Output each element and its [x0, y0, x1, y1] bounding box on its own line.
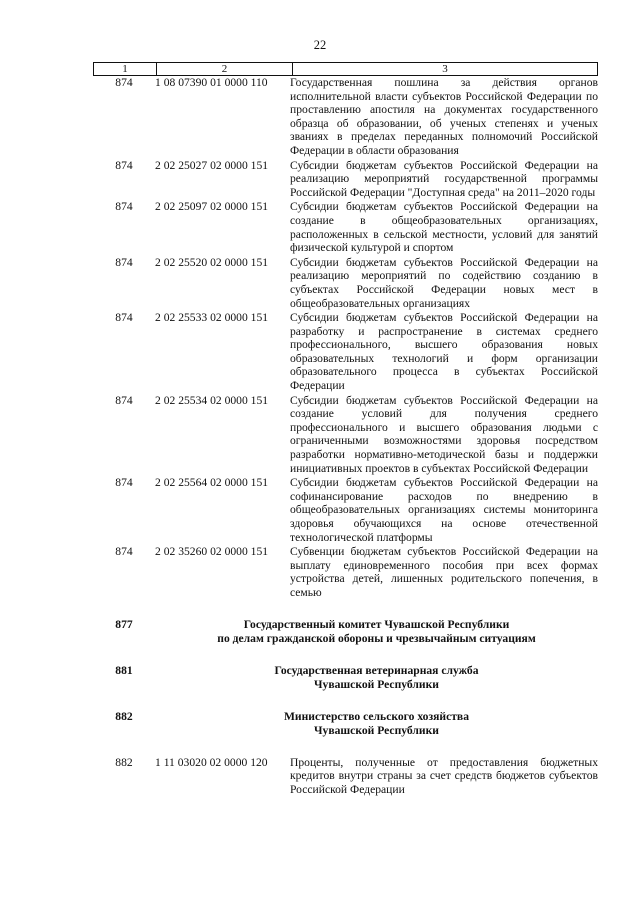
budget-classification-code: 2 02 25533 02 0000 151: [155, 311, 269, 325]
section-title: [155, 618, 598, 646]
header-col-1: 1: [94, 63, 157, 75]
revenue-description: Государственная пошлина за действия органов исполнительной власти субъектов Российской Федерации по проставлению апостиля на документах государственного образца об образовании, об ученых степенях и ученых званиях в пределах переданных полномочий Российской Федерации в области образования: [290, 76, 598, 157]
section-title-line: Государственная ветеринарная служба: [274, 663, 479, 677]
section-title-line: Министерство сельского хозяйства: [283, 709, 469, 723]
budget-classification-code: 1 11 03020 02 0000 120: [155, 755, 268, 769]
revenue-description: Субсидии бюджетам субъектов Российской Федерации на создание условий для получения среднего профессионального и высшего образования людьми с ограниченными возможностями здоровья посредством разработки нормативно-методической базы и поддержки инициативных проектов в субъектах Российской Федерации: [290, 393, 598, 475]
section-title-line: по делам гражданской обороны и чрезвычайным ситуациям: [217, 631, 536, 645]
admin-code: 874: [115, 393, 133, 407]
table-row: [93, 756, 598, 797]
table-body: [93, 76, 598, 797]
revenue-description: Субсидии бюджетам субъектов Российской Федерации на разработку и распространение в системах среднего профессионального, высшего образования новых образовательных технологий и форм организации образовательного процесса в субъектах Российской Федерации: [290, 311, 598, 393]
section-admin-code: 882: [115, 709, 133, 723]
budget-classification-code: 2 02 25027 02 0000 151: [155, 158, 269, 172]
admin-code: 874: [115, 158, 133, 172]
table-row: [93, 76, 598, 158]
admin-code: 874: [115, 76, 133, 89]
table-row: [93, 159, 598, 200]
section-header: [93, 618, 598, 646]
table-row: [93, 200, 598, 254]
admin-code: 874: [115, 311, 133, 325]
admin-code: 874: [115, 255, 133, 269]
header-col-3: 3: [442, 63, 448, 75]
revenue-description: Субвенции бюджетам субъектов Российской Федерации на выплату единовременного пособия при всех формах устройства детей, лишенных родительского попечения, в семью: [290, 545, 598, 599]
section-title-line: Чувашской Республики: [314, 677, 439, 691]
admin-code: 874: [115, 545, 133, 559]
section-title: [155, 664, 598, 692]
section-title-line: Чувашской Республики: [314, 723, 439, 737]
revenue-description: Проценты, полученные от предоставления бюджетных кредитов внутри страны за счет средств бюджетов субъектов Российской Федерации: [290, 755, 598, 796]
budget-classification-code: 2 02 25097 02 0000 151: [155, 200, 269, 214]
revenue-description: Субсидии бюджетам субъектов Российской Федерации на реализацию мероприятий по содействию созданию в субъектах Российской Федерации новых мест в общеобразовательных организациях: [290, 255, 598, 310]
budget-classification-code: 2 02 35260 02 0000 151: [155, 545, 269, 559]
revenue-description: Субсидии бюджетам субъектов Российской Федерации на софинансирование расходов по внедрению в общеобразовательных организациях системы мониторинга здоровья обучающихся на основе отечественной технологической платформы: [290, 476, 598, 544]
section-header: [93, 710, 598, 738]
table-row: [93, 476, 598, 544]
budget-classification-code: 2 02 25564 02 0000 151: [155, 476, 269, 490]
budget-classification-code: 2 02 25520 02 0000 151: [155, 255, 269, 269]
section-admin-code: 877: [115, 617, 133, 631]
admin-code: 874: [115, 200, 133, 214]
revenue-description: Субсидии бюджетам субъектов Российской Федерации на создание в общеобразовательных организациях, расположенных в сельской местности, условий для занятий физической культурой и спортом: [290, 200, 598, 255]
table-header: [93, 62, 598, 76]
table-row: [93, 394, 598, 476]
header-col-2: 2: [157, 63, 293, 75]
section-title: [155, 710, 598, 738]
budget-classification-code: 2 02 25534 02 0000 151: [155, 393, 269, 407]
admin-code: 874: [115, 476, 133, 490]
section-admin-code: 881: [115, 663, 133, 677]
admin-code: 882: [115, 755, 133, 769]
revenue-description: Субсидии бюджетам субъектов Российской Федерации на реализацию мероприятий государственной программы Российской Федерации "Доступная среда" на 2011–2020 годы: [290, 158, 598, 199]
section-header: [93, 664, 598, 692]
section-title-line: Государственный комитет Чувашской Республики: [243, 617, 510, 631]
table-row: [93, 311, 598, 393]
table-row: [93, 256, 598, 310]
table-row: [93, 545, 598, 599]
budget-classification-code: 1 08 07390 01 0000 110: [155, 76, 268, 89]
page-number: 22: [313, 38, 327, 52]
